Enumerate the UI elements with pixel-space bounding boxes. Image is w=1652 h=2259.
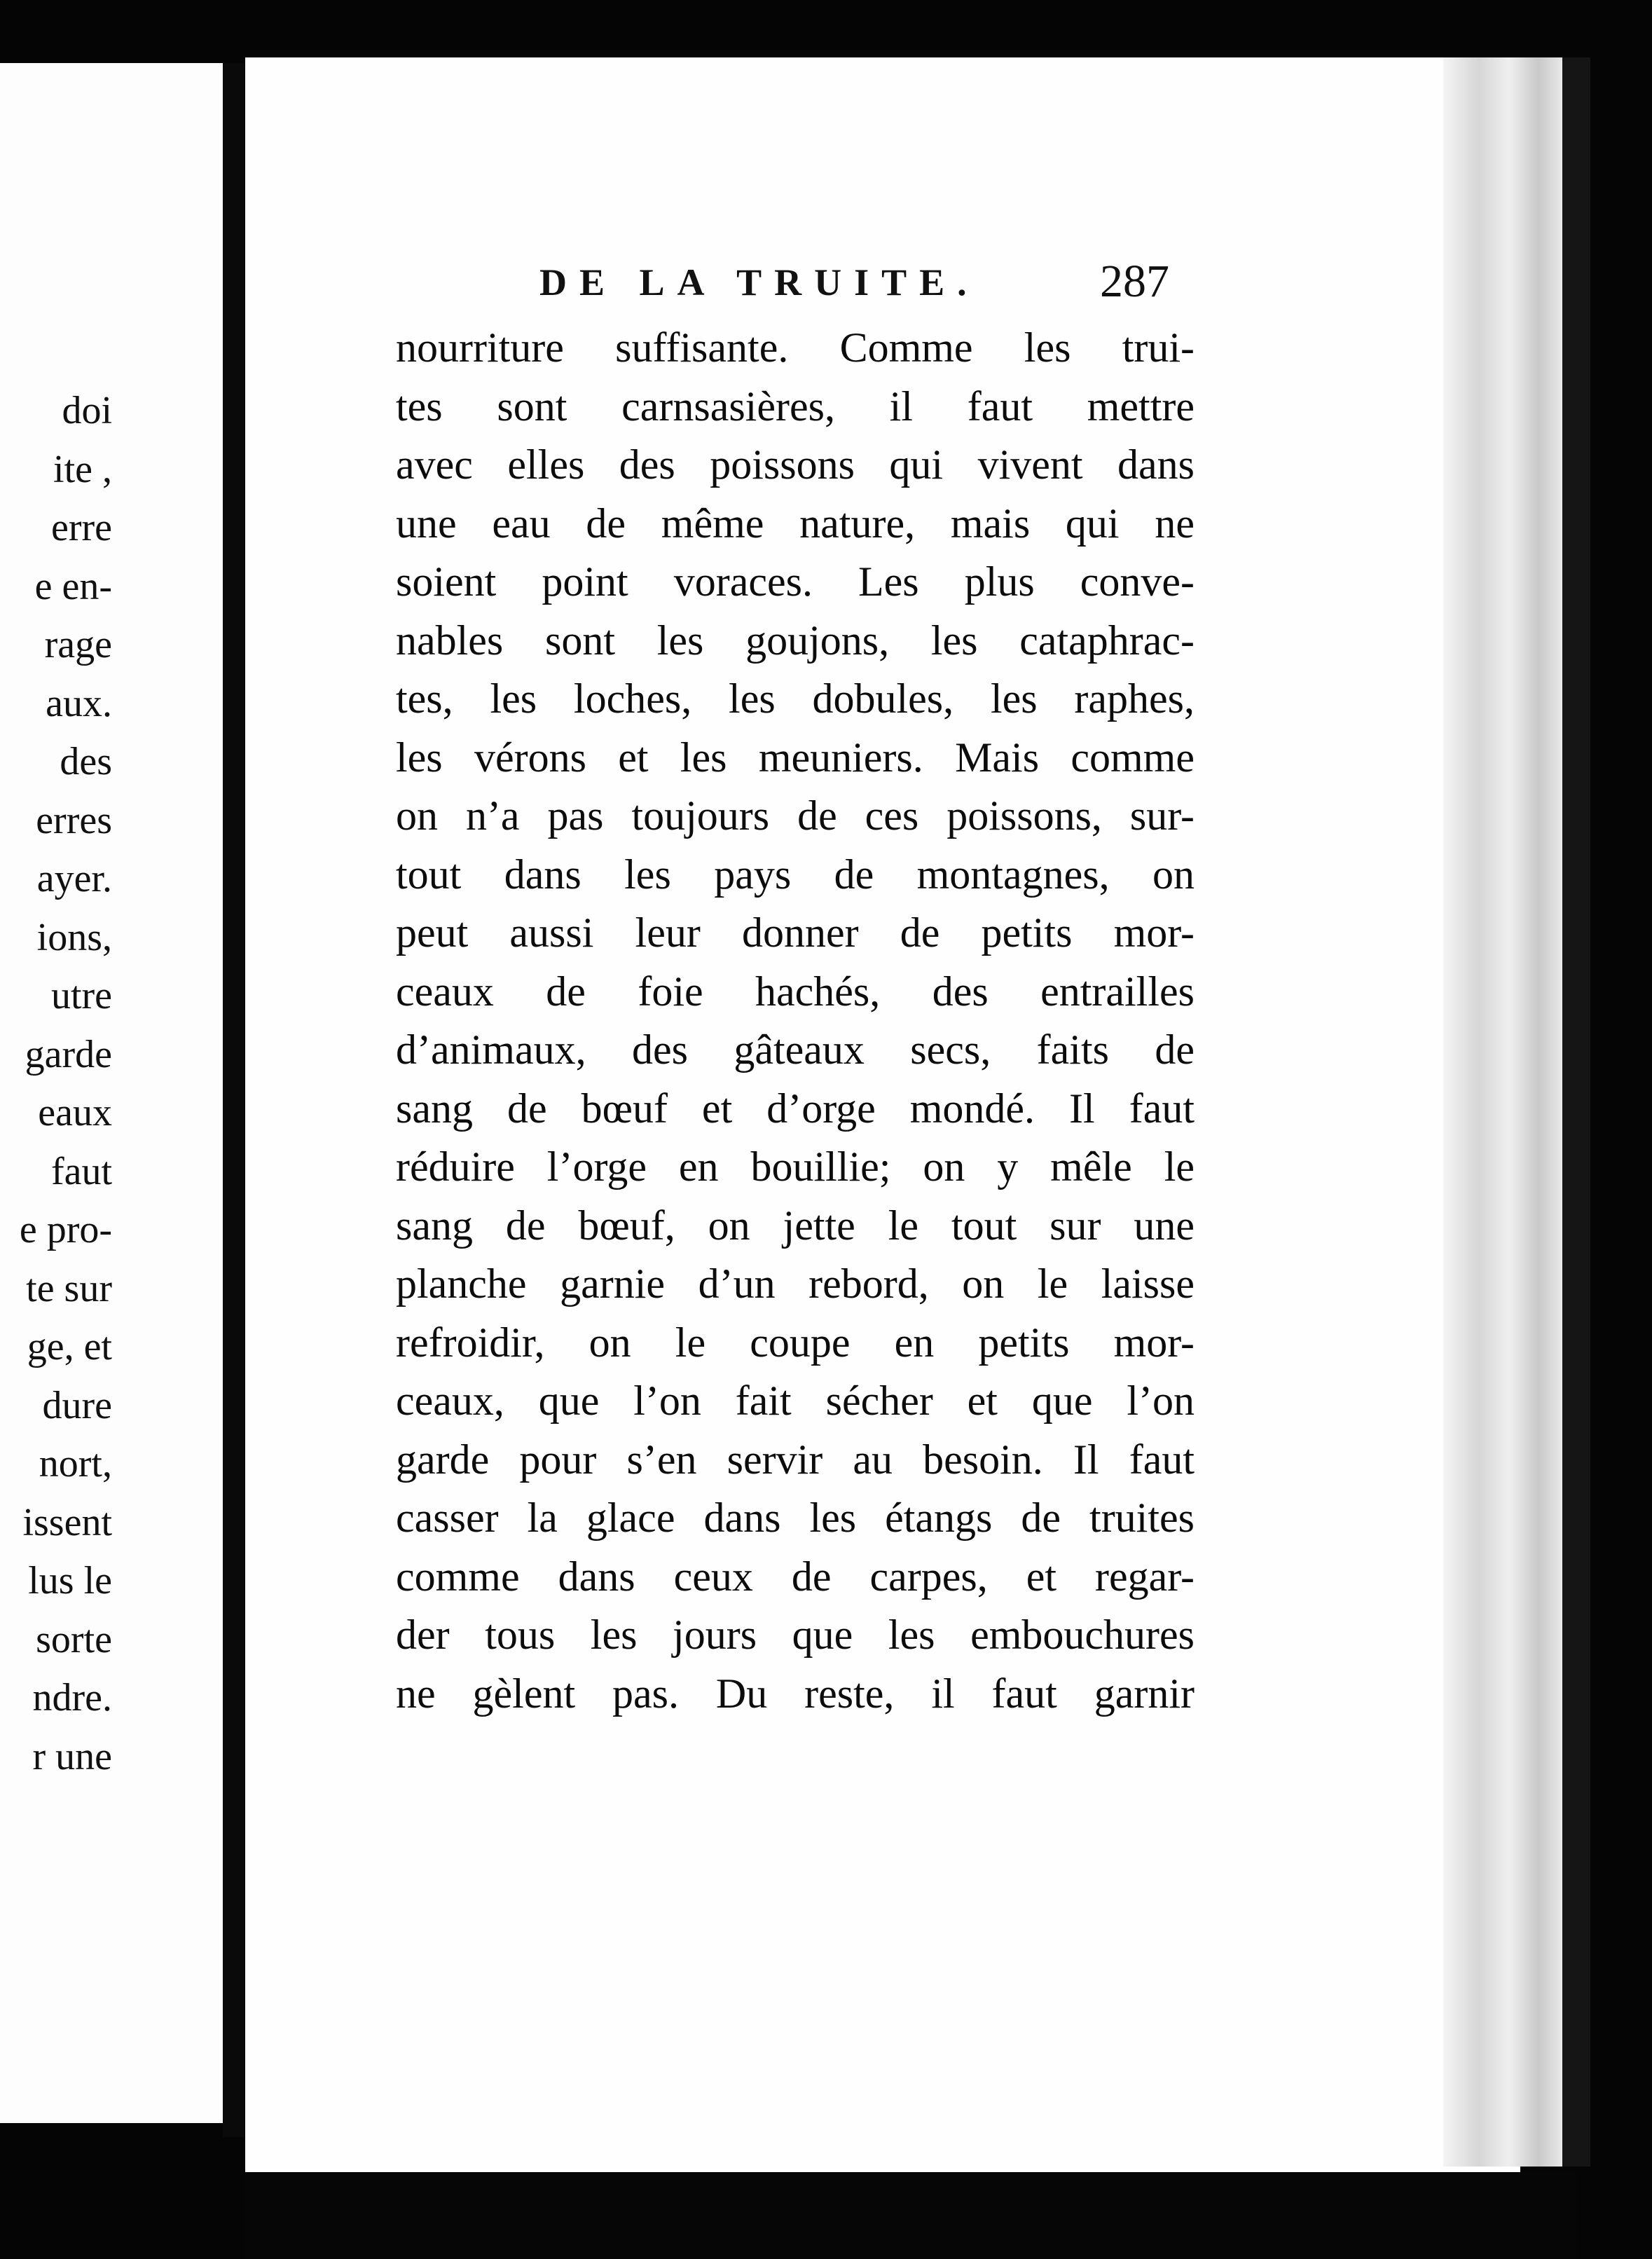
- text-line: der tous les jours que les embouchures: [396, 1612, 1195, 1658]
- page-edge: [1443, 57, 1562, 2167]
- left-text-line: ions,: [36, 915, 112, 959]
- text-line: les vérons et les meuniers. Mais comme: [396, 734, 1195, 781]
- page-number: 287: [1100, 256, 1169, 307]
- running-head: DE LA TRUITE.: [539, 261, 979, 303]
- text-line: d’animaux, des gâteaux secs, faits de: [396, 1026, 1195, 1073]
- text-line: comme dans ceux de carpes, et regar-: [396, 1553, 1195, 1600]
- text-line: garde pour s’en servir au besoin. Il faut: [396, 1436, 1195, 1483]
- text-line: tes, les loches, les dobules, les raphes,: [396, 675, 1195, 722]
- text-line: réduire l’orge en bouillie; on y mêle le: [396, 1144, 1195, 1190]
- left-text-line: eaux: [38, 1091, 112, 1134]
- left-text-line: nort,: [39, 1442, 112, 1485]
- text-line: casser la glace dans les étangs de truites: [396, 1495, 1195, 1541]
- left-text-line: te sur: [26, 1266, 112, 1310]
- body-text: [396, 319, 1195, 1723]
- left-text-line: doi: [62, 389, 112, 432]
- text-line: ne gèlent pas. Du reste, il faut garnir: [396, 1670, 1195, 1717]
- left-text-line: r une: [32, 1734, 112, 1778]
- text-line: refroidir, on le coupe en petits mor-: [396, 1319, 1195, 1366]
- text-line: une eau de même nature, mais qui ne: [396, 500, 1195, 547]
- left-text-line: ndre.: [32, 1676, 112, 1719]
- text-line: ceaux de foie hachés, des entrailles: [396, 968, 1195, 1015]
- left-text-line: garde: [25, 1032, 112, 1076]
- left-page-text: [0, 382, 231, 1786]
- left-text-line: des: [60, 740, 112, 783]
- left-text-line: ite ,: [53, 447, 112, 491]
- left-text-line: sorte: [36, 1617, 112, 1661]
- left-text-line: issent: [22, 1500, 112, 1544]
- text-line: nourriture suffisante. Comme les trui-: [396, 324, 1195, 371]
- left-facing-page: [0, 63, 233, 2123]
- text-line: avec elles des poissons qui vivent dans: [396, 441, 1195, 488]
- left-text-line: erre: [50, 506, 112, 549]
- text-line: planche garnie d’un rebord, on le laisse: [396, 1261, 1195, 1307]
- text-line: soient point voraces. Les plus conve-: [396, 558, 1195, 605]
- text-line: peut aussi leur donner de petits mor-: [396, 909, 1195, 956]
- left-text-line: ge, et: [27, 1325, 112, 1368]
- left-text-line: ayer.: [36, 857, 112, 900]
- text-line: tout dans les pays de montagnes, on: [396, 851, 1195, 898]
- left-text-line: dure: [42, 1383, 112, 1427]
- left-text-line: erres: [36, 798, 112, 842]
- text-line: ceaux, que l’on fait sécher et que l’on: [396, 1378, 1195, 1424]
- page-edge-shadow: [1562, 57, 1590, 2167]
- left-text-line: e en-: [34, 564, 112, 608]
- text-line: on n’a pas toujours de ces poissons, sur-: [396, 792, 1195, 839]
- left-text-line: e pro-: [19, 1208, 112, 1251]
- text-line: nables sont les goujons, les cataphrac-: [396, 617, 1195, 664]
- left-text-line: rage: [44, 623, 112, 666]
- left-text-line: utre: [50, 974, 112, 1017]
- left-text-line: lus le: [28, 1559, 112, 1602]
- scan-bottom-border: [245, 2172, 1576, 2259]
- text-line: sang de bœuf, on jette le tout sur une: [396, 1202, 1195, 1249]
- left-text-line: faut: [50, 1149, 112, 1193]
- left-text-line: aux.: [46, 681, 112, 725]
- text-line: sang de bœuf et d’orge mondé. Il faut: [396, 1085, 1195, 1132]
- text-line: tes sont carnsasières, il faut mettre: [396, 383, 1195, 430]
